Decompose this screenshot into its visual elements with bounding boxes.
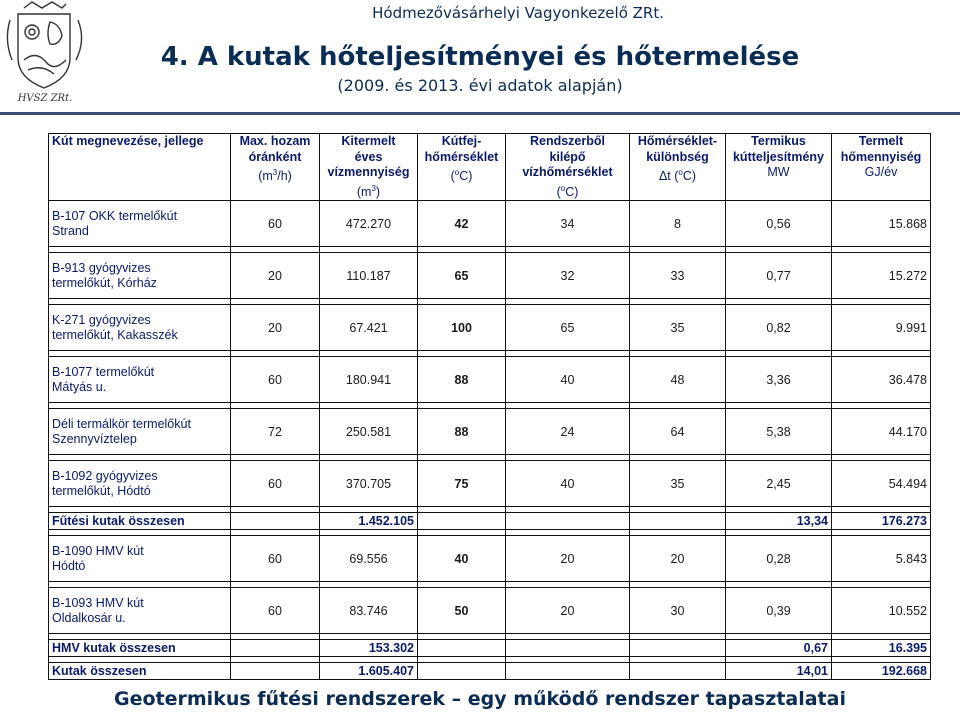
hozam-cell: 60 xyxy=(231,461,320,507)
kilepo-cell: 65 xyxy=(506,305,630,351)
header-cell-viz: Kitermelt éves vízmennyiség $(m^3)$ xyxy=(320,134,418,201)
mw-cell: 5,38 xyxy=(726,409,832,455)
viz-cell: 250.581 xyxy=(320,409,418,455)
dt-cell: 33 xyxy=(630,253,726,299)
viz-cell: 472.270 xyxy=(320,201,418,247)
header-cell-hozam: Max. hozam óránként $(m^3/h)$ xyxy=(231,134,320,201)
mw-cell: 3,36 xyxy=(726,357,832,403)
kutfej-cell: 65 xyxy=(418,253,506,299)
table-row xyxy=(49,536,931,582)
hozam-cell: 20 xyxy=(231,253,320,299)
header-cell-dt: Hőmérséklet- különbség Δt ($^o$C) xyxy=(630,134,726,201)
sum-gj: 176.273 xyxy=(832,513,931,530)
gj-cell: 36.478 xyxy=(832,357,931,403)
footer-caption: Geotermikus fűtési rendszerek – egy működő rendszer tapasztalatai xyxy=(114,688,846,710)
gj-cell: 15.868 xyxy=(832,201,931,247)
table-row xyxy=(49,409,931,455)
viz-cell: 83.746 xyxy=(320,588,418,634)
table-row xyxy=(49,201,931,247)
kilepo-cell: 40 xyxy=(506,357,630,403)
hozam-cell: 60 xyxy=(231,588,320,634)
gj-cell: 9.991 xyxy=(832,305,931,351)
well-name: B-913 gyógyvizes termelőkút, Kórház xyxy=(49,253,231,299)
page-title: 4. A kutak hőteljesítményei és hőtermelése xyxy=(160,42,800,72)
hozam-cell: 72 xyxy=(231,409,320,455)
sum-gj: 192.668 xyxy=(832,663,931,680)
gj-cell: 10.552 xyxy=(832,588,931,634)
kilepo-cell: 40 xyxy=(506,461,630,507)
kutfej-cell: 100 xyxy=(418,305,506,351)
mw-cell: 2,45 xyxy=(726,461,832,507)
well-name: B-107 OKK termelőkút Strand xyxy=(49,201,231,247)
dt-cell: 35 xyxy=(630,461,726,507)
sum-mw: 0,67 xyxy=(726,640,832,657)
well-name: B-1093 HMV kút Oldalkosár u. xyxy=(49,588,231,634)
dt-cell: 20 xyxy=(630,536,726,582)
dt-cell: 48 xyxy=(630,357,726,403)
sum-label: HMV kutak összesen xyxy=(49,640,231,657)
table-row xyxy=(49,461,931,507)
hozam-cell: 60 xyxy=(231,536,320,582)
sum-mw: 14,01 xyxy=(726,663,832,680)
sum-row-hmv xyxy=(49,640,931,657)
header-cell-kilepo: Rendszerből kilépő vízhőmérséklet ($^o$C) xyxy=(506,134,630,201)
header-cell-mw: Termikus kútteljesítmény MW xyxy=(726,134,832,201)
dt-cell: 30 xyxy=(630,588,726,634)
hozam-cell: 60 xyxy=(231,201,320,247)
dt-cell: 64 xyxy=(630,409,726,455)
kutfej-cell: 50 xyxy=(418,588,506,634)
gj-cell: 44.170 xyxy=(832,409,931,455)
logo-text: HVSZ ZRt. xyxy=(17,93,73,104)
viz-cell: 69.556 xyxy=(320,536,418,582)
sum-label: Kutak összesen xyxy=(49,663,231,680)
kilepo-cell: 20 xyxy=(506,588,630,634)
kutfej-cell: 42 xyxy=(418,201,506,247)
wells-table-container xyxy=(48,133,931,680)
page-subtitle: (2009. és 2013. évi adatok alapján) xyxy=(337,76,623,95)
kutfej-cell: 75 xyxy=(418,461,506,507)
sum-viz: 153.302 xyxy=(320,640,418,657)
viz-cell: 370.705 xyxy=(320,461,418,507)
kilepo-cell: 32 xyxy=(506,253,630,299)
kilepo-cell: 20 xyxy=(506,536,630,582)
table-row xyxy=(49,305,931,351)
dt-cell: 8 xyxy=(630,201,726,247)
table-row xyxy=(49,588,931,634)
sum-label: Fűtési kutak összesen xyxy=(49,513,231,530)
sum-viz: 1.605.407 xyxy=(320,663,418,680)
dt-cell: 35 xyxy=(630,305,726,351)
table-row xyxy=(49,357,931,403)
sum-viz: 1.452.105 xyxy=(320,513,418,530)
company-name: Hódmezővásárhelyi Vagyonkezelő ZRt. xyxy=(372,4,664,22)
header-cell-name: Kút megnevezése, jellege xyxy=(49,134,231,201)
well-name: K-271 gyógyvizes termelőkút, Kakasszék xyxy=(49,305,231,351)
mw-cell: 0,56 xyxy=(726,201,832,247)
kutfej-cell: 40 xyxy=(418,536,506,582)
hozam-cell: 20 xyxy=(231,305,320,351)
mw-cell: 0,28 xyxy=(726,536,832,582)
gj-cell: 5.843 xyxy=(832,536,931,582)
header-cell-kutfej: Kútfej- hőmérséklet ($^o$C) xyxy=(418,134,506,201)
well-name: Déli termálkör termelőkút Szennyvíztelep xyxy=(49,409,231,455)
table-header-row xyxy=(49,134,931,201)
hozam-cell: 60 xyxy=(231,357,320,403)
well-name: B-1092 gyógyvizes termelőkút, Hódtó xyxy=(49,461,231,507)
wells-table xyxy=(48,133,931,680)
mw-cell: 0,77 xyxy=(726,253,832,299)
gj-cell: 54.494 xyxy=(832,461,931,507)
kutfej-cell: 88 xyxy=(418,357,506,403)
viz-cell: 67.421 xyxy=(320,305,418,351)
header-cell-gj: Termelt hőmennyiség GJ/év xyxy=(832,134,931,201)
gj-cell: 15.272 xyxy=(832,253,931,299)
sum-row-heating xyxy=(49,513,931,530)
header-divider xyxy=(0,112,960,115)
sum-mw: 13,34 xyxy=(726,513,832,530)
well-name: B-1090 HMV kút Hódtó xyxy=(49,536,231,582)
table-row xyxy=(49,253,931,299)
viz-cell: 110.187 xyxy=(320,253,418,299)
mw-cell: 0,39 xyxy=(726,588,832,634)
kutfej-cell: 88 xyxy=(418,409,506,455)
sum-gj: 16.395 xyxy=(832,640,931,657)
well-name: B-1077 termelőkút Mátyás u. xyxy=(49,357,231,403)
sum-row-total xyxy=(49,663,931,680)
kilepo-cell: 24 xyxy=(506,409,630,455)
mw-cell: 0,82 xyxy=(726,305,832,351)
kilepo-cell: 34 xyxy=(506,201,630,247)
viz-cell: 180.941 xyxy=(320,357,418,403)
